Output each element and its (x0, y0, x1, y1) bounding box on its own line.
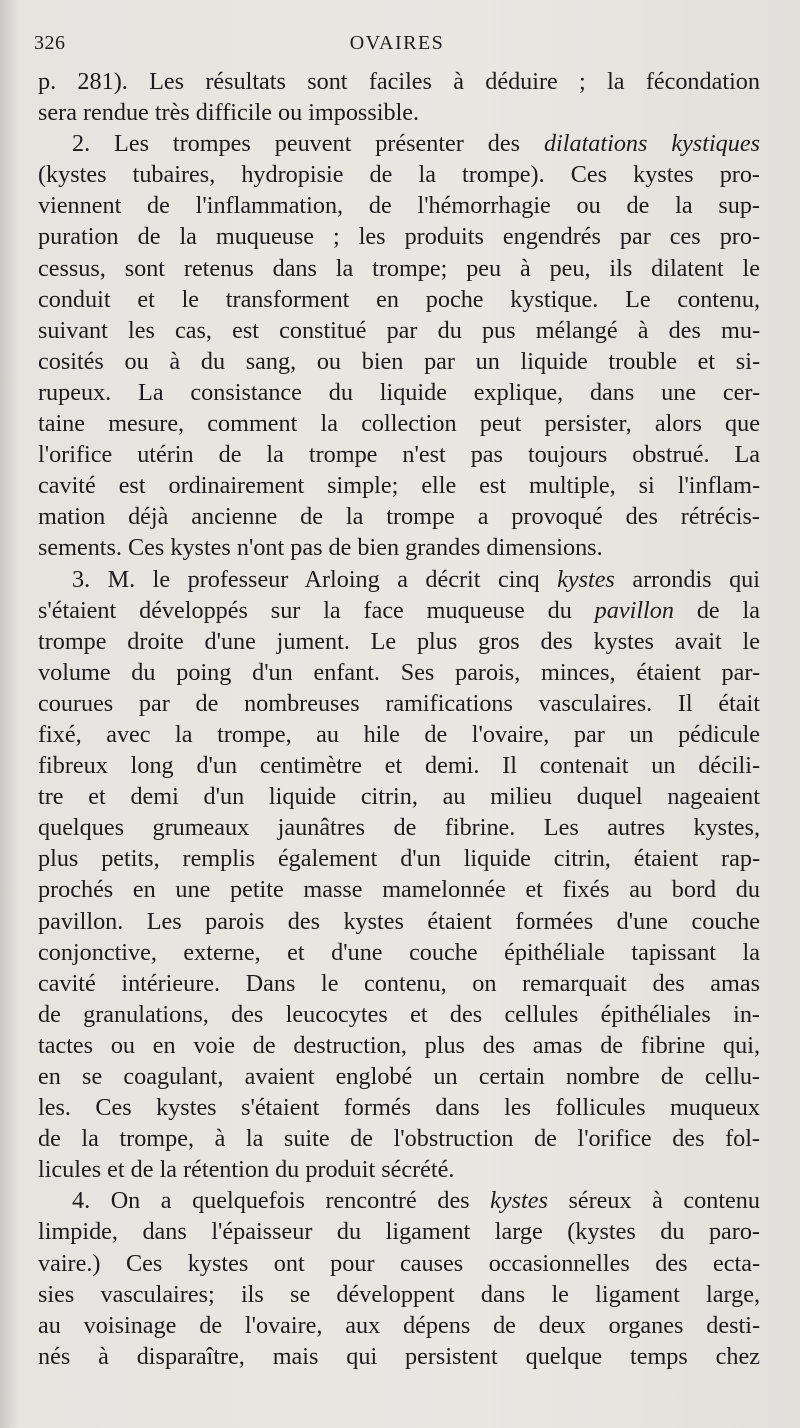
page-number: 326 (34, 32, 66, 54)
text-line: cosités ou à du sang, ou bien par un liquide trouble et si- (38, 347, 760, 375)
text-line: limpide, dans l'épaisseur du ligament large (kystes du paro- (38, 1218, 760, 1246)
text-line: 4. On a quelquefois rencontré des kystes séreux à contenu (72, 1187, 760, 1215)
text-line: l'orifice utérin de la trompe n'est pas toujours obstrué. La (38, 441, 760, 469)
text-line: vaire.) Ces kystes ont pour causes occasionnelles des ecta- (38, 1249, 760, 1277)
text-line: tactes ou en voie de destruction, plus des amas de fibrine qui, (38, 1031, 760, 1059)
text-line: taine mesure, comment la collection peut persister, alors que (38, 410, 760, 438)
text-line: fibreux long d'un centimètre et demi. Il contenait un décili- (38, 752, 760, 780)
text-line: suivant les cas, est constitué par du pus mélangé à des mu- (38, 316, 760, 344)
text-line: licules et de la rétention du produit sécrété. (38, 1156, 455, 1184)
text-line: courues par de nombreuses ramifications vasculaires. Il était (38, 689, 760, 717)
text-line: mation déjà ancienne de la trompe a provoqué des rétrécis- (38, 503, 760, 531)
text-line: conjonctive, externe, et d'une couche épithéliale tapissant la (38, 938, 760, 966)
text-line: viennent de l'inflammation, de l'hémorrhagie ou de la sup- (38, 192, 760, 220)
text-line: de granulations, des leucocytes et des cellules épithéliales in- (38, 1000, 760, 1028)
text-line: volume du poing d'un enfant. Ses parois, minces, étaient par- (38, 658, 760, 686)
running-title: OVAIRES (349, 32, 445, 54)
text-line: les. Ces kystes s'étaient formés dans les follicules muqueux (38, 1094, 760, 1122)
text-line: cavité est ordinairement simple; elle est multiple, si l'inflam- (38, 472, 760, 500)
text-line: rupeux. La consistance du liquide explique, dans une cer- (38, 378, 760, 406)
text-line: cessus, sont retenus dans la trompe; peu à peu, ils dilatent le (38, 254, 760, 282)
text-line: en se coagulant, avaient englobé un certain nombre de cellu- (38, 1063, 760, 1090)
text-line: au voisinage de l'ovaire, aux dépens de deux organes desti- (38, 1311, 760, 1339)
body-text (38, 66, 760, 1372)
text-line: trompe droite d'une jument. Le plus gros des kystes avait le (38, 627, 760, 655)
text-line: tre et demi d'un liquide citrin, au milieu duquel nageaient (38, 783, 760, 811)
text-line: sera rendue très difficile ou impossible. (38, 99, 420, 127)
page-header (34, 32, 760, 62)
text-line: quelques grumeaux jaunâtres de fibrine. Les autres kystes, (38, 814, 760, 842)
text-line: cavité intérieure. Dans le contenu, on remarquait des amas (38, 969, 760, 997)
text-line: plus petits, remplis également d'un liquide citrin, étaient rap- (38, 845, 760, 873)
text-line: fixé, avec la trompe, au hile de l'ovaire, par un pédicule (38, 720, 760, 748)
text-line: s'étaient développés sur la face muqueuse du pavillon de la (38, 596, 760, 624)
text-line: de la trompe, à la suite de l'obstruction de l'orifice des fol- (38, 1125, 760, 1153)
text-line: sements. Ces kystes n'ont pas de bien grandes dimensions. (38, 534, 603, 562)
text-line: pavillon. Les parois des kystes étaient formées d'une couche (38, 907, 760, 935)
text-line: 3. M. le professeur Arloing a décrit cinq kystes arrondis qui (72, 565, 760, 593)
text-line: prochés en une petite masse mamelonnée et fixés au bord du (38, 876, 760, 904)
text-line: 2. Les trompes peuvent présenter des dilatations kystiques (72, 130, 760, 158)
text-line: conduit et le transforment en poche kystique. Le contenu, (38, 285, 760, 313)
text-line: puration de la muqueuse ; les produits engendrés par ces pro- (38, 223, 760, 251)
text-line: p. 281). Les résultats sont faciles à déduire ; la fécondation (38, 68, 760, 95)
text-line: nés à disparaître, mais qui persistent quelque temps chez (38, 1342, 760, 1370)
text-line: sies vasculaires; ils se développent dans le ligament large, (38, 1280, 760, 1308)
text-line: (kystes tubaires, hydropisie de la trompe). Ces kystes pro- (38, 161, 760, 189)
